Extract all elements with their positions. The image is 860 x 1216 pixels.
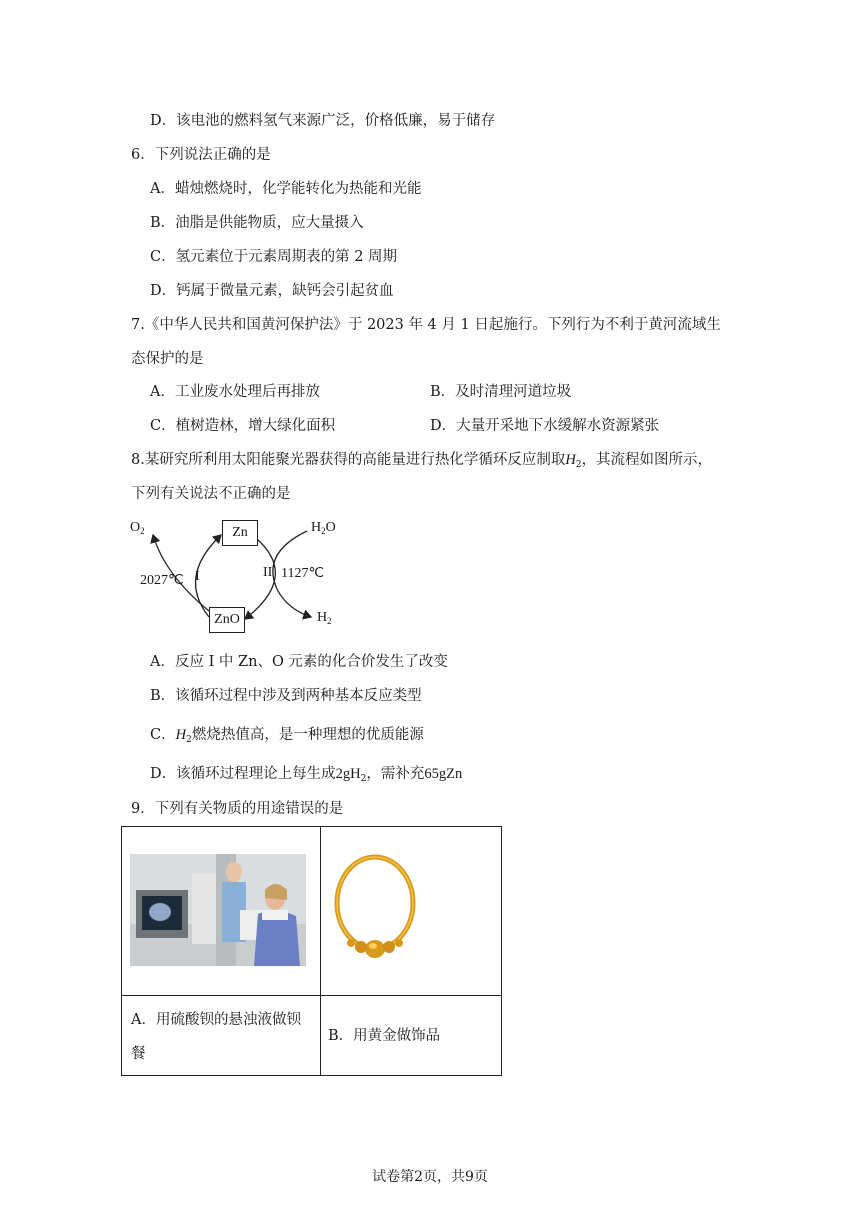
q7-option-c: C．植树造林，增大绿化面积 [150, 418, 336, 434]
q8-option-a: A．反应 I 中 Zn、O 元素的化合价发生了改变 [150, 654, 448, 670]
q7-stem-line1: 7.《中华人民共和国黄河保护法》于 2023 年 4 月 1 日起施行。下列行为不利于黄河流域生 [131, 317, 721, 333]
q9-options-table [121, 826, 502, 1076]
zn-box: Zn [222, 520, 258, 546]
q7-stem-line2: 态保护的是 [131, 351, 204, 367]
temp-2027-label: 2027℃ [140, 573, 184, 588]
q8-stem-line2: 下列有关说法不正确的是 [131, 486, 291, 502]
h2-label: $H_2$ [317, 610, 332, 626]
reaction-i-label: I [195, 569, 200, 584]
temp-1127-label: 1127℃ [281, 566, 325, 581]
q8-stem-line1: 8.某研究所利用太阳能聚光器获得的高能量进行热化学循环反应制取$H_2$，其流程如图所示， [131, 452, 713, 470]
h2o-label: $H_2O$ [311, 520, 336, 536]
table-divider-horizontal [122, 995, 501, 996]
q8-option-d: D．该循环过程理论上每生成$2gH_2$，需补充65gZn [150, 766, 463, 784]
q9-stem: 9．下列有关物质的用途错误的是 [131, 801, 344, 817]
reaction-ii-label: II [263, 565, 273, 580]
page-footer: 试卷第2页，共9页 [372, 1169, 488, 1185]
thermochemical-cycle-diagram [125, 515, 355, 637]
q6-option-c: C．氢元素位于元素周期表的第 2 周期 [150, 249, 398, 265]
o2-label: $O_2$ [130, 520, 145, 536]
q7-option-a: A．工业废水处理后再排放 [150, 384, 320, 400]
q6-stem: 6．下列说法正确的是 [131, 147, 271, 163]
q5-option-d: D．该电池的燃料氢气来源广泛，价格低廉，易于储存 [150, 113, 496, 129]
q9-option-a: A．用硫酸钡的悬浊液做钡餐 [131, 1012, 301, 1062]
xray-examination-image [130, 854, 306, 966]
q8-option-b: B．该循环过程中涉及到两种基本反应类型 [150, 688, 422, 704]
q8-option-c: C．$H_2$燃烧热值高，是一种理想的优质能源 [150, 727, 424, 745]
q7-option-d: D．大量开采地下水缓解水资源紧张 [430, 418, 660, 434]
q6-option-b: B．油脂是供能物质，应大量摄入 [150, 215, 364, 231]
table-divider-vertical [320, 827, 321, 1075]
q7-option-b: B．及时清理河道垃圾 [430, 384, 572, 400]
q6-option-d: D．钙属于微量元素，缺钙会引起贫血 [150, 283, 394, 299]
q9-option-b: B．用黄金做饰品 [328, 1028, 441, 1044]
zno-box: ZnO [209, 607, 245, 633]
gold-bangle-image [327, 845, 423, 973]
q6-option-a: A．蜡烛燃烧时，化学能转化为热能和光能 [150, 181, 422, 197]
